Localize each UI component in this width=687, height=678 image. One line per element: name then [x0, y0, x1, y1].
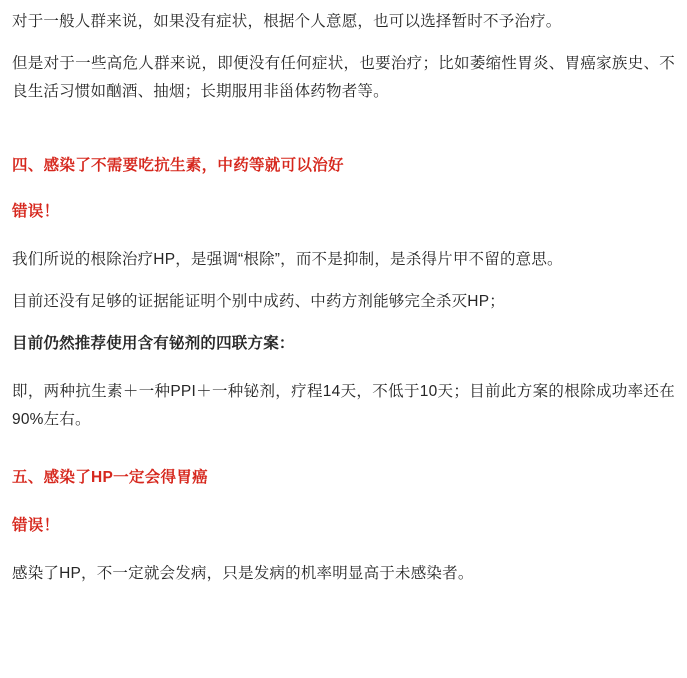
paragraph-quadruple-therapy-title: 目前仍然推荐使用含有铋剂的四联方案： [12, 335, 295, 352]
section-heading-four: 四、感染了不需要吃抗生素，中药等就可以治好 [12, 157, 344, 174]
paragraph-eradication-meaning: 我们所说的根除治疗HP，是强调“根除”，而不是抑制，是杀得片甲不留的意思。 [12, 251, 563, 268]
section-spacer-one [12, 120, 675, 126]
paragraph-quadruple-therapy-detail: 即，两种抗生素＋一种PPI＋一种铋剂，疗程14天，不低于10天；目前此方案的根除成功率还在90%左右。 [12, 383, 675, 428]
alert-wrong-second: 错误！ [12, 517, 60, 534]
paragraph-hp-cancer-risk: 感染了HP，不一定就会发病，只是发病的机率明显高于未感染者。 [12, 565, 474, 582]
paragraph-high-risk-population: 但是对于一些高危人群来说，即便没有任何症状，也要治疗；比如萎缩性胃炎、胃癌家族史、不良生活习惯如酗酒、抽烟；长期服用非甾体药物者等。 [12, 55, 675, 100]
paragraph-general-population: 对于一般人群来说，如果没有症状，根据个人意愿，也可以选择暂时不予治疗。 [12, 13, 562, 30]
paragraph-no-evidence-tcm: 目前还没有足够的证据能证明个别中成药、中药方剂能够完全杀灭HP； [12, 293, 505, 310]
section-heading-five: 五、感染了HP一定会得胃癌 [12, 469, 208, 486]
alert-wrong-first: 错误！ [12, 203, 60, 220]
